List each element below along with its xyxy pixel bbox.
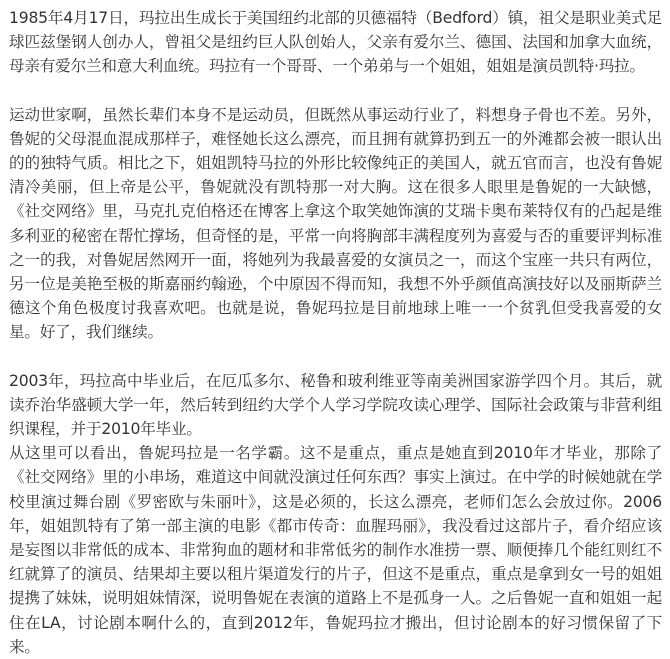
paragraph-family-commentary: 运动世家啊，虽然长辈们本身不是运动员，但既然从事运动行业了，料想身子骨也不差。另外，鲁妮的父母混血混成那样子，难怪她长这么漂亮，而且拥有就算扔到五一的外滩都会被一眼认出的的独特气质。相比之下，姐姐凯特马拉的外形比较像纯正的美国人，就五官而言，也没有鲁妮清冷美丽，但上帝是公平，鲁妮就没有凯特那一对大胸。这在很多人眼里是鲁妮的一大缺憾，《社交网络》里，马克扎克伯格还在博客上拿这个取笑她饰演的艾瑞卡奥布莱特仅有的凸起是维多利亚的秘密在帮忙撑场，但奇怪的是，平常一向将胸部丰满程度列为喜爱与否的重要评判标准之一的我，对鲁妮居然网开一面，将她列为我最喜爱的女演员之一，而这个宝座一共只有两位，另一位是美艳至极的斯嘉丽约翰逊，个中原因不得而知，我想不外乎颜值高演技好以及丽斯萨兰德这个角色极度讨我喜欢吧。也就是说，鲁妮玛拉是目前地球上唯一一个贫乳但受我喜爱的女星。好了，我们继续。 <box>9 105 662 342</box>
paragraph-birth: 1985年4月17日，玛拉出生成长于美国纽约北部的贝德福特（Bedford）镇，祖父是职业美式足球匹兹堡钢人创办人，曾祖父是纽约巨人队创始人，父亲有爱尔兰、德国、法国和加拿大血统，母亲有爱尔兰和意大利血统。玛拉有一个哥哥、一个弟弟与一个姐姐，姐姐是演员凯特·玛拉。 <box>9 9 662 76</box>
paragraph-education: 2003年，玛拉高中毕业后，在厄瓜多尔、秘鲁和玻利维亚等南美洲国家游学四个月。其后，就读乔治华盛顿大学一年，然后转到纽约大学个人学习学院攻读心理学、国际社会政策与非营利组织课程，并于2010年毕业。 <box>9 371 662 439</box>
paragraph-early-career: 从这里可以看出，鲁妮玛拉是一名学霸。这不是重点，重点是她直到2010年才毕业，那除了《社交网络》里的小串场，难道这中间就没演过任何东西？事实上演过。在中学的时候她就在学校里演过舞台剧《罗密欧与朱丽叶》，这是必须的，长这么漂亮，老师们怎么会放过你。2006年，姐姐凯特有了第一部主演的电影《都市传奇：血腥玛丽》，我没看过这部片子，看介绍应该是妄图以非常低的成本、非常狗血的题材和非常低劣的制作水准捞一票、顺便捧几个能红则红不红就算了的演员、结果却主要以租片渠道发行的片子，但这不是重点，重点是拿到女一号的姐姐提携了妹妹，说明姐妹情深，说明鲁妮在表演的道路上不是孤身一人。之后鲁妮一直和姐姐一起住在LA，讨论剧本啊什么的，直到2012年，鲁妮玛拉才搬出，但讨论剧本的好习惯保留了下来。 <box>9 444 662 656</box>
